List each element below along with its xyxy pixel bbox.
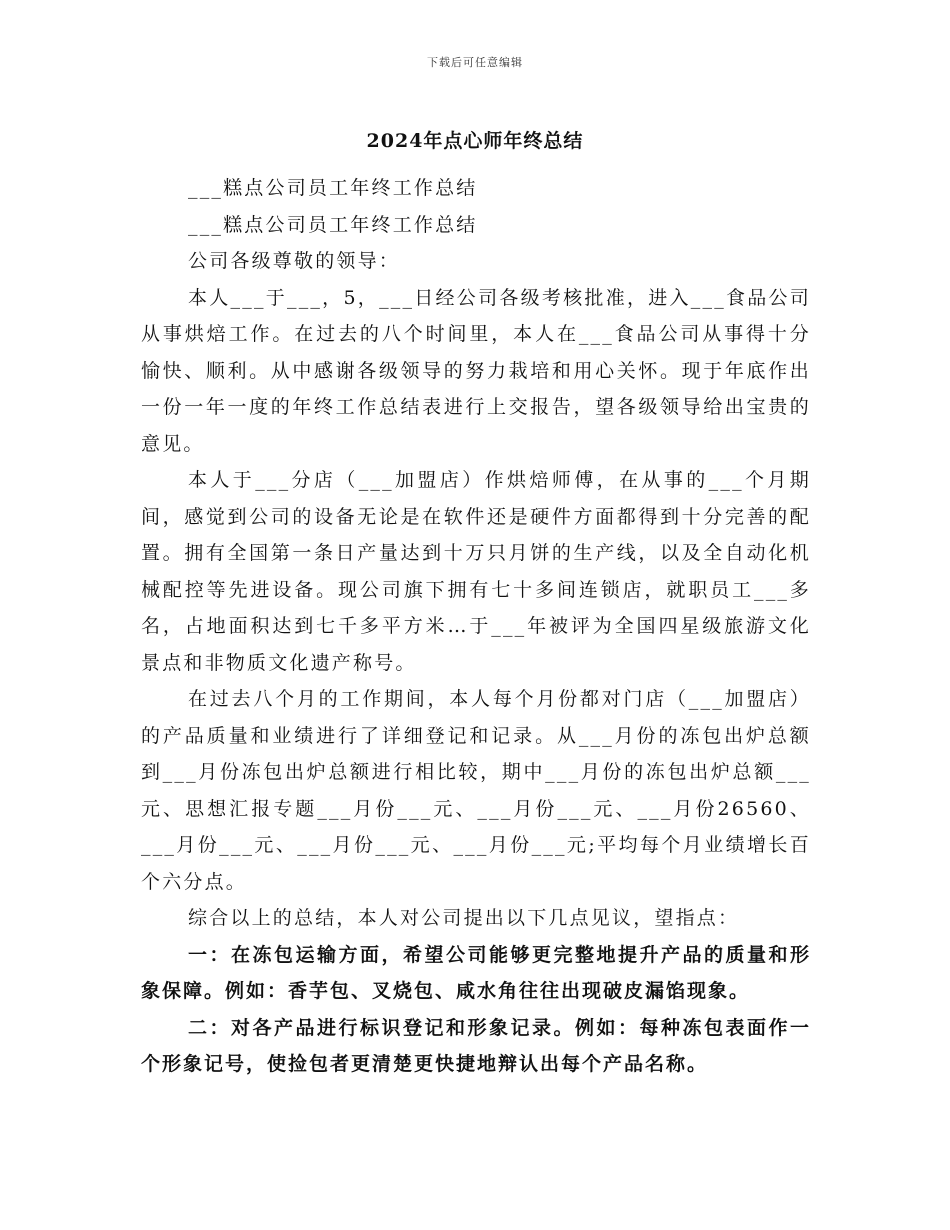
subtitle-line-2: ___糕点公司员工年终工作总结 [188, 213, 478, 236]
paragraph-suggestions-intro: 综合以上的总结，本人对公司提出以下几点见议，望指点： [188, 907, 740, 929]
suggestion-item-1: 一：在冻包运输方面，希望公司能够更完整地提升产品的质量和形象保障。例如：香芋包、叉烧包、咸水角往往出现破皮漏馅现象。 [141, 943, 811, 1002]
paragraph-performance-records: 在过去八个月的工作期间，本人每个月份都对门店（___加盟店）的产品质量和业绩进行了详细登记和记录。从___月份的冻包出炉总额到___月份冻包出炉总额进行相比较，期中___月份的冻包出炉总额___元、思想汇报专题___月份___元、___月份___元、___月份26560、___月份___元、___月份___元、___月份___元;平均每个月业绩增长百个六分点。 [141, 688, 811, 893]
document-body [141, 170, 811, 1083]
page-header-note: 下载后可任意编辑 [427, 56, 523, 69]
salutation: 公司各级尊敬的领导： [188, 250, 401, 272]
subtitle-line-1: ___糕点公司员工年终工作总结 [188, 177, 478, 199]
paragraph-company-overview: 本人于___分店（___加盟店）作烘焙师傅，在从事的___个月期间，感觉到公司的设备无论是在软件还是硬件方面都得到十分完善的配置。拥有全国第一条日产量达到十万只月饼的生产线，以及全自动化机械配控等先进设备。现公司旗下拥有七十多间连锁店，就职员工___多名，占地面积达到七千多平方米…于___年被评为全国四星级旅游文化景点和非物质文化遗产称号。 [141, 469, 811, 674]
suggestion-item-2: 二：对各产品进行标识登记和形象记录。例如：每种冻包表面作一个形象记号，使捡包者更清楚更快捷地辩认出每个产品名称。 [141, 1016, 811, 1075]
paragraph-introduction: 本人___于___，5，___日经公司各级考核批准，进入___食品公司从事烘焙工作。在过去的八个时间里，本人在___食品公司从事得十分愉快、顺利。从中感谢各级领导的努力栽培和用心关怀。现于年底作出一份一年一度的年终工作总结表进行上交报告，望各级领导给出宝贵的意见。 [141, 286, 811, 455]
document-title: 2024年点心师年终总结 [366, 130, 584, 152]
